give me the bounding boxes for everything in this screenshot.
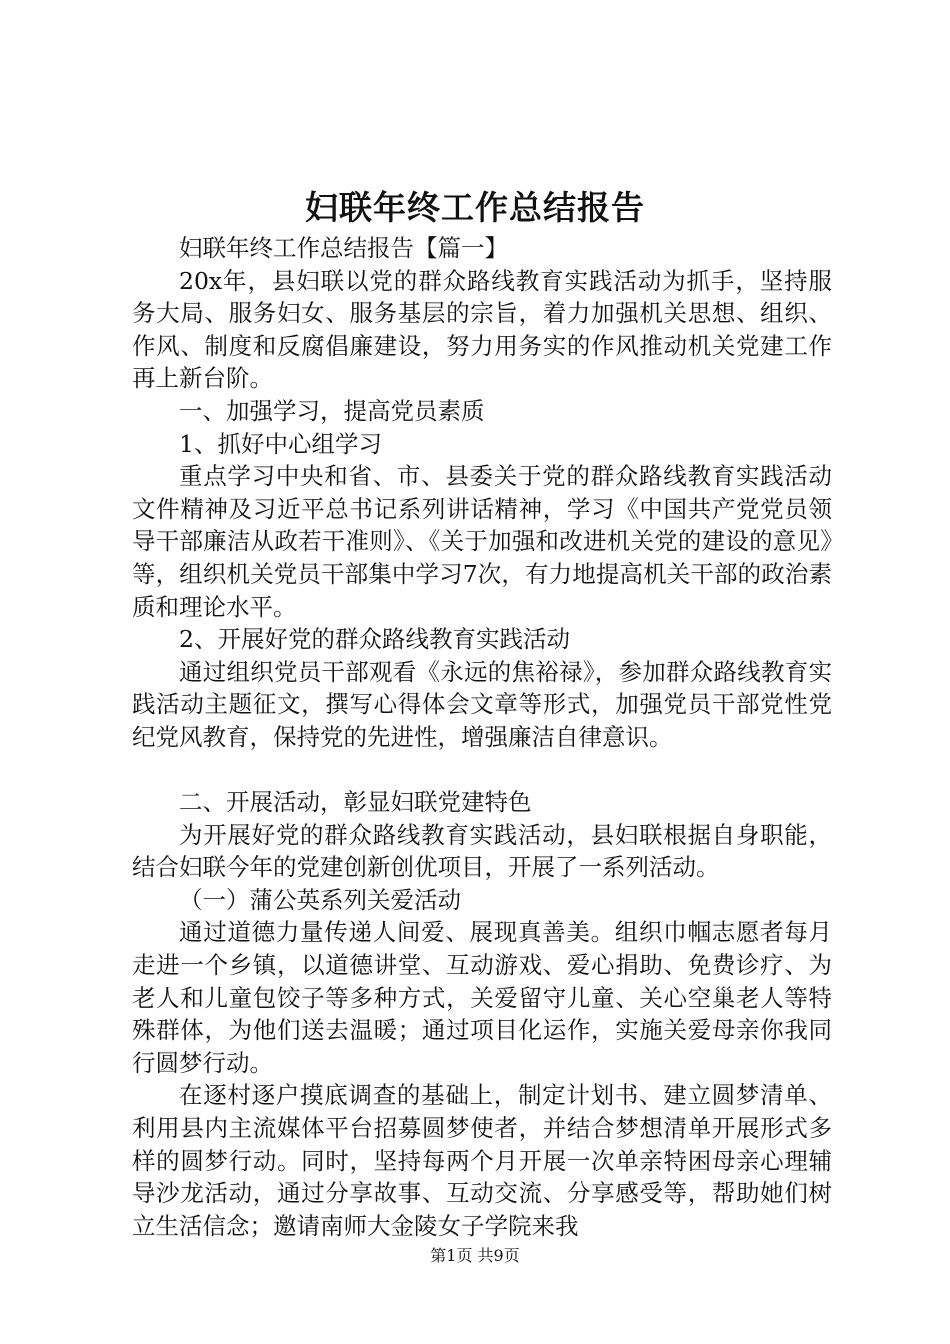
body-paragraph: 为开展好党的群众路线教育实践活动，县妇联根据自身职能，结合妇联今年的党建创新创优项目，开展了一系列活动。 — [132, 820, 832, 882]
body-paragraph: 通过组织党员干部观看《永远的焦裕禄》，参加群众路线教育实践活动主题征文，撰写心得体会文章等形式，加强党员干部党性党纪党风教育，保持党的先进性，增强廉洁自律意识。 — [132, 657, 832, 751]
body-paragraph: 通过道德力量传递人间爱、展现真善美。组织巾帼志愿者每月走进一个乡镇，以道德讲堂、互动游戏、爱心捐助、免费诊疗、为老人和儿童包饺子等多种方式，关爱留守儿童、关心空巢老人等特殊群体，为他们送去温暖；通过项目化运作，实施关爱母亲你我同行圆梦行动。 — [132, 918, 832, 1077]
subsection-heading: 1、抓好中心组学习 — [179, 429, 382, 458]
body-paragraph: 重点学习中央和省、市、县委关于党的群众路线教育实践活动文件精神及习近平总书记系列讲话精神，学习《中国共产党党员领导干部廉洁从政若干准则》、《关于加强和改进机关党的建设的意见》等，组织机关党员干部集中学习7次，有力地提高机关干部的政治素质和理论水平。 — [132, 462, 832, 621]
paragraph-spacer — [132, 754, 832, 787]
page-number-footer: 第1页 共9页 — [430, 1246, 520, 1265]
section-heading: 妇联年终工作总结报告【篇一】 — [179, 234, 508, 262]
document-title: 妇联年终工作总结报告 — [305, 188, 645, 227]
body-paragraph: 20x年，县妇联以党的群众路线教育实践活动为抓手，坚持服务大局、服务妇女、服务基层的宗旨，着力加强机关思想、组织、作风、制度和反腐倡廉建设，努力用务实的作风推动机关党建工作再上新台阶。 — [132, 266, 832, 393]
document-body — [132, 232, 832, 1242]
section-heading: 二、开展活动，彰显妇联党建特色 — [179, 788, 532, 817]
subsection-heading: （一）蒲公英系列关爱活动 — [179, 885, 461, 914]
subsection-heading: 2、开展好党的群众路线教育实践活动 — [179, 625, 570, 654]
body-paragraph: 在逐村逐户摸底调查的基础上，制定计划书、建立圆梦清单、利用县内主流媒体平台招募圆梦使者，并结合梦想清单开展形式多样的圆梦行动。同时，坚持每两个月开展一次单亲特困母亲心理辅导沙龙活动，通过分享故事、互动交流、分享感受等，帮助她们树立生活信念；邀请南师大金陵女子学院来我 — [132, 1081, 832, 1240]
section-heading: 一、加强学习，提高党员素质 — [179, 396, 485, 425]
